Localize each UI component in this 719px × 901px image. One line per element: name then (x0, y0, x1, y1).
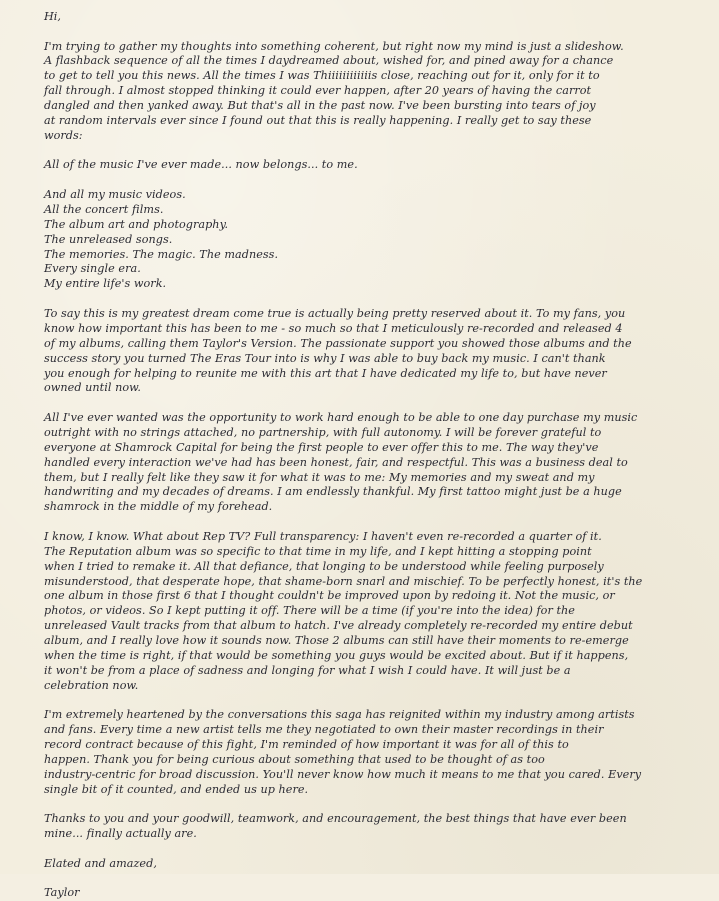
letter-line: industry-centric for broad discussion. You'll never know how much it means to me that you cared. Every (44, 768, 642, 782)
letter-line: of my albums, calling them Taylor's Version. The passionate support you showed those albums and the (44, 336, 632, 350)
letter-line: handled every interaction we've had has been honest, fair, and respectful. This was a business deal to (44, 455, 628, 469)
letter-line: I'm extremely heartened by the conversations this saga has reignited within my industry among artists (44, 708, 635, 722)
letter-line: Thanks to you and your goodwill, teamwork, and encouragement, the best things that have ever been (44, 812, 627, 826)
letter-line: know how important this has been to me - so much so that I meticulously re-recorded and released 4 (44, 321, 623, 335)
letter-line: Every single era. (44, 262, 141, 276)
letter-body (44, 40, 697, 872)
letter-line: The memories. The magic. The madness. (44, 247, 279, 261)
letter-line: at random intervals ever since I found out that this is really happening. I really get to say these (44, 114, 592, 128)
letter-line: My entire life's work. (44, 277, 167, 291)
letter-line: All the concert films. (44, 202, 164, 216)
letter-line: I know, I know. What about Rep TV? Full transparency: I haven't even re-recorded a quarter of it. (44, 529, 602, 543)
letter-line: unreleased Vault tracks from that album to hatch. I've already completely re-recorded my entire debut (44, 619, 633, 633)
letter-line: you enough for helping to reunite me with this art that I have dedicated my life to, but have never (44, 366, 607, 380)
letter-line: when the time is right, if that would be something you guys would be excited about. But if it happens, (44, 649, 629, 663)
letter-paragraph (44, 188, 697, 292)
letter-paragraph (44, 812, 697, 842)
letter-paragraph (44, 411, 697, 515)
letter-line: to get to tell you this news. All the times I was Thiiiiiiiiiiiis close, reaching out for it, only for it to (44, 69, 600, 83)
letter-line: it won't be from a place of sadness and longing for what I wish I could have. It will just be a (44, 664, 571, 677)
letter-line: And all my music videos. (44, 187, 186, 201)
letter-line: The Reputation album was so specific to that time in my life, and I kept hitting a stopping point (44, 544, 592, 558)
letter-line: fall through. I almost stopped thinking it could ever happen, after 20 years of having the carrot (44, 84, 592, 98)
letter-line: happen. Thank you for being curious about something that used to be thought of as too (44, 753, 545, 767)
letter-line: All of the music I've ever made... now belongs... to me. (44, 158, 358, 172)
letter-line: dangled and then yanked away. But that's all in the past now. I've been bursting into tears of joy (44, 99, 596, 113)
letter-line: The unreleased songs. (44, 232, 173, 246)
letter-line: All I've ever wanted was the opportunity to work hard enough to be able to one day purchase my music (44, 410, 638, 424)
letter-line: success story you turned The Eras Tour into is why I was able to buy back my music. I can't thank (44, 351, 606, 365)
letter-paragraph (44, 708, 697, 797)
letter-line: shamrock in the middle of my forehead. (44, 500, 273, 514)
letter-line: and fans. Every time a new artist tells me they negotiated to own their master recordings in their (44, 723, 604, 737)
letter-line: single bit of it counted, and ended us up here. (44, 782, 309, 796)
letter-line: words: (44, 128, 83, 142)
letter-line: To say this is my greatest dream come true is actually being pretty reserved about it. To my fans, you (44, 306, 626, 320)
letter-paragraph (44, 40, 697, 144)
letter-line: celebration now. (44, 678, 139, 692)
letter-line: Elated and amazed, (44, 856, 157, 870)
letter-line: when I tried to remake it. All that defiance, that longing to be understood while feeling purposely (44, 559, 604, 573)
letter-line: The album art and photography. (44, 217, 229, 231)
letter-line: owned until now. (44, 381, 142, 395)
letter-paragraph (44, 158, 697, 173)
letter-line: A flashback sequence of all the times I daydreamed about, wished for, and pined away for a chance (44, 54, 614, 68)
letter-signature: Taylor (44, 886, 80, 900)
letter-line: mine... finally actually are. (44, 827, 197, 841)
letter-line: handwriting and my decades of dreams. I am endlessly thankful. My first tattoo might just be a huge (44, 485, 622, 499)
letter-line: album, and I really love how it sounds now. Those 2 albums can still have their moments to re-emerge (44, 634, 629, 648)
letter-line: one album in those first 6 that I thought couldn't be improved upon by redoing it. Not the music, or (44, 589, 615, 603)
letter-line: misunderstood, that desperate hope, that shame-born snarl and mischief. To be perfectly honest, it's the (44, 574, 643, 588)
letter-line: photos, or videos. So I kept putting it off. There will be a time (if you're into the idea) for the (44, 604, 575, 618)
letter-line: I'm trying to gather my thoughts into something coherent, but right now my mind is just a slideshow. (44, 39, 624, 53)
letter-line: outright with no strings attached, no partnership, with full autonomy. I will be forever grateful to (44, 425, 602, 439)
letter-paragraph (44, 530, 697, 694)
letter-paragraph (44, 857, 697, 872)
letter-line: them, but I really felt like they saw it for what it was to me: My memories and my sweat and my (44, 470, 595, 484)
letter-greeting: Hi, (44, 10, 62, 23)
letter-line: everyone at Shamrock Capital for being the first people to ever offer this to me. The way they've (44, 440, 599, 454)
letter-line: record contract because of this fight, I'm reminded of how important it was for all of this to (44, 738, 569, 752)
letter-paragraph (44, 307, 697, 396)
